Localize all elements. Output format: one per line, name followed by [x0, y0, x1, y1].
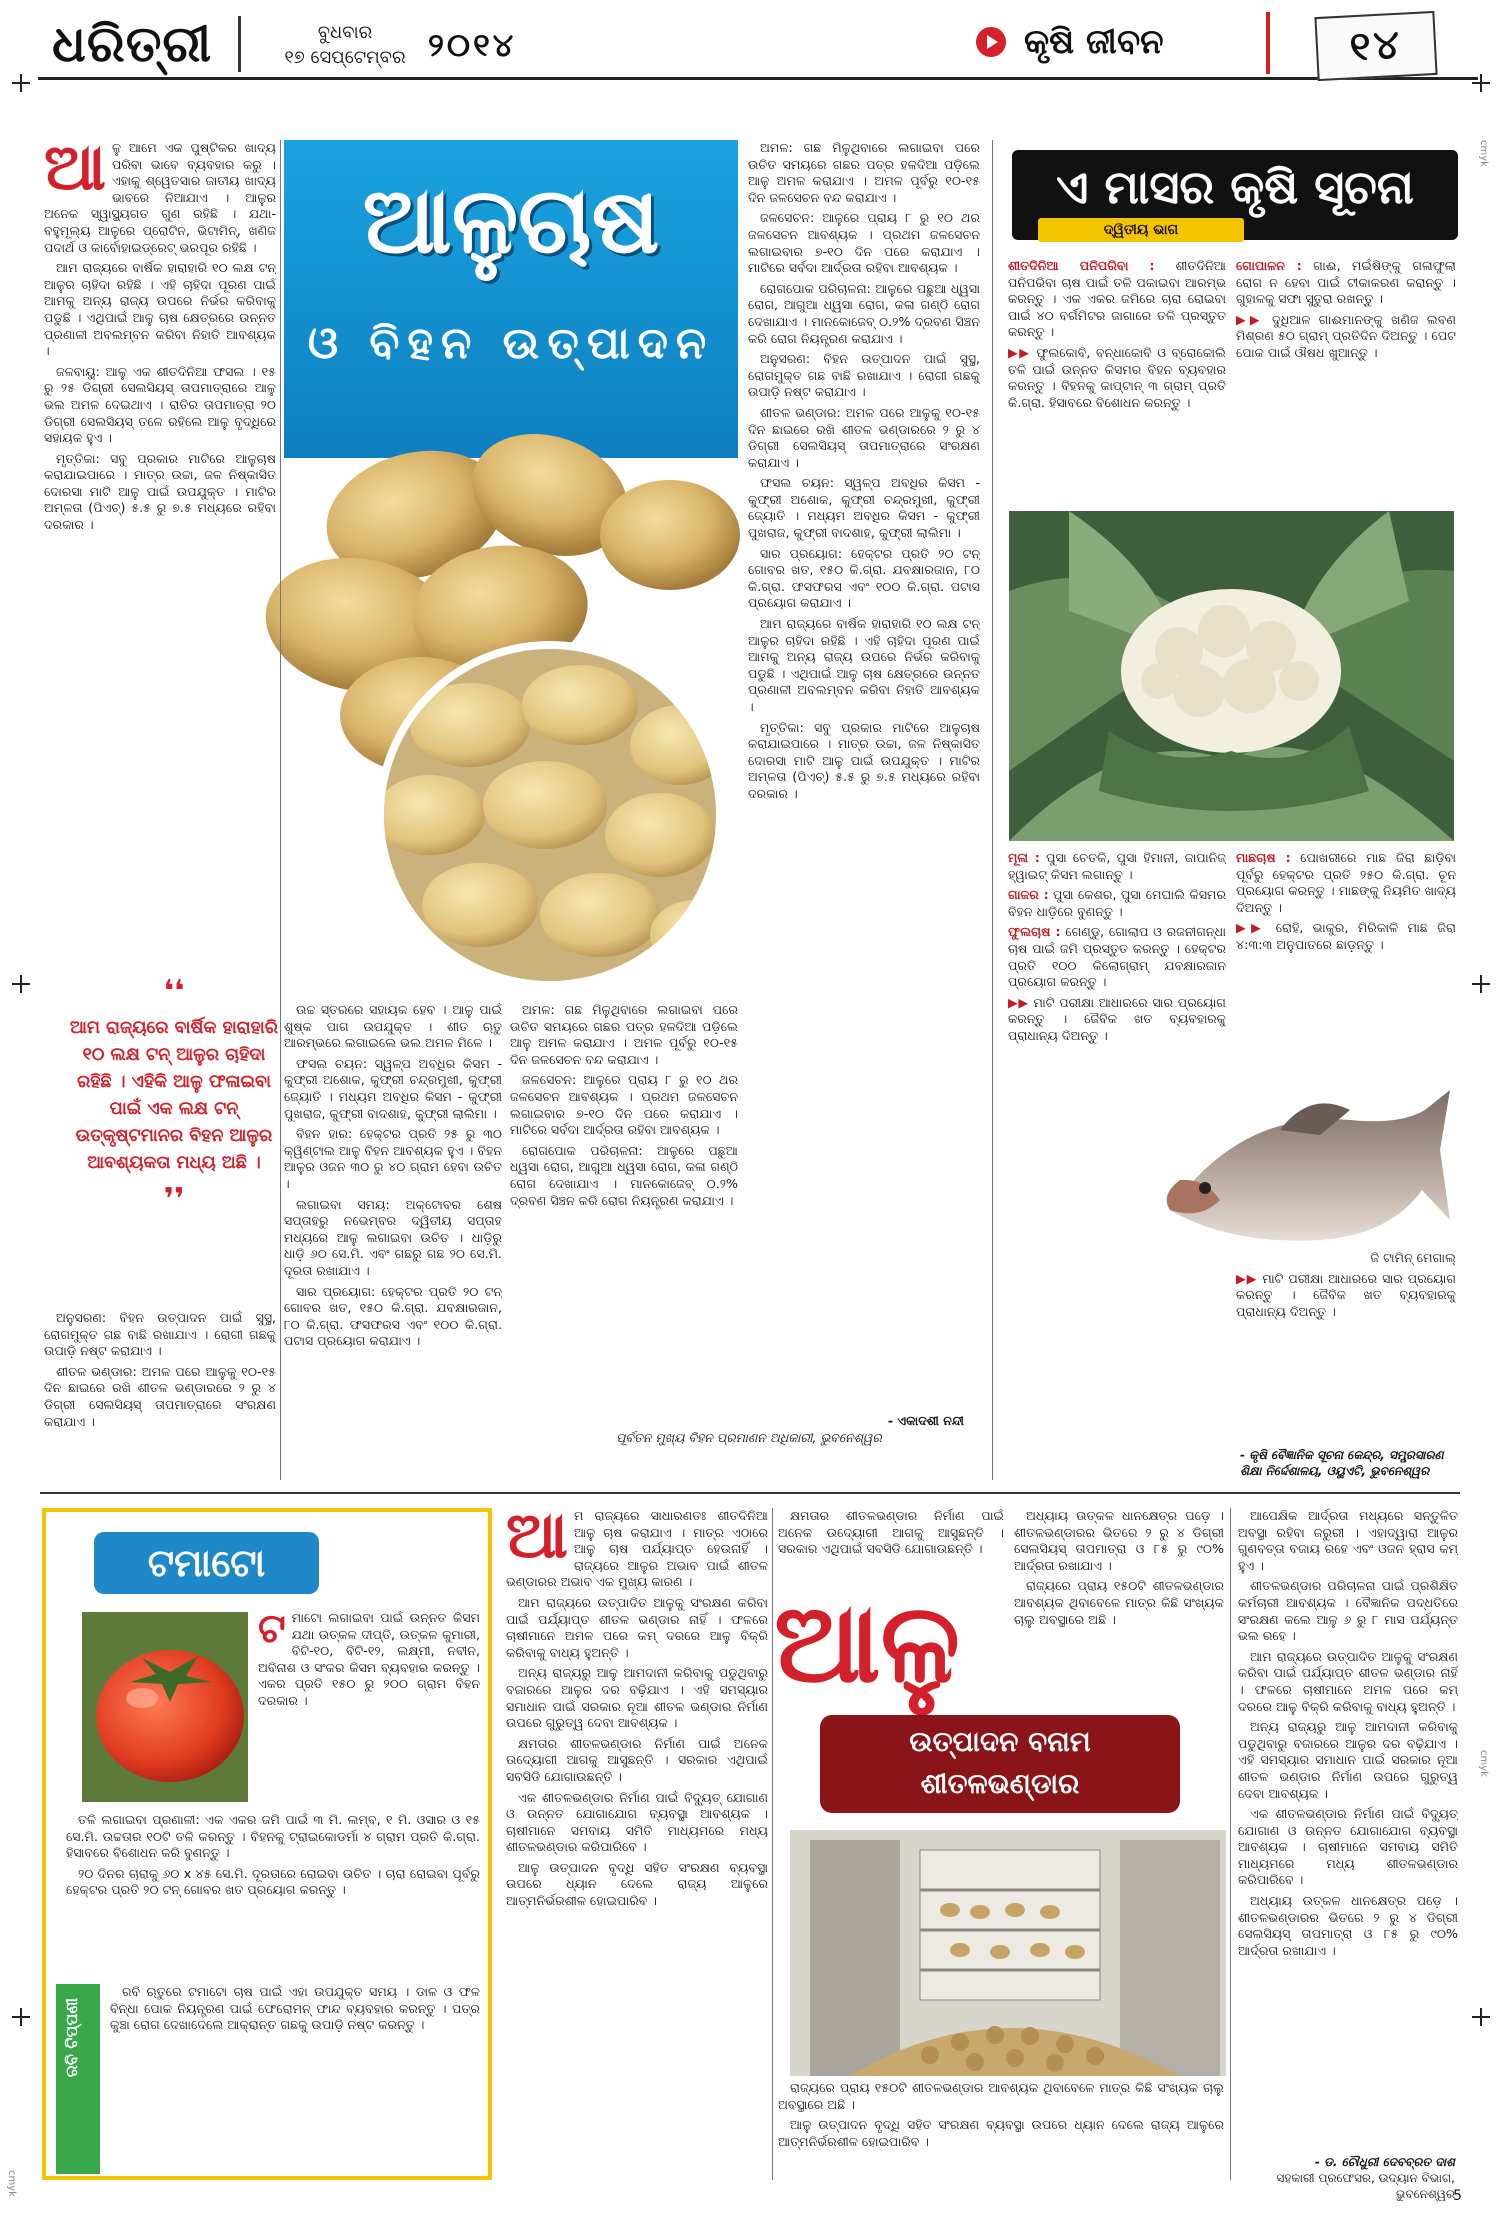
- paragraph: ୨୦ ଦିନର ଚାରାକୁ ୬୦ x ୪୫ ସେ.ମି. ଦୂରତାରେ ରୋଇବା ଉଚିତ । ଚାରା ରୋଇବା ପୂର୍ବରୁ ହେକ୍ଟର ପ୍ରତି ୨୦ ଟନ୍ ଗୋବର ଖତ ପ୍ରୟୋଗ କରନ୍ତୁ ।: [66, 1865, 480, 1898]
- registration-mark-icon: [12, 975, 30, 993]
- paragraph: ରବି ଋତୁରେ ଟମାଟୋ ଚାଷ ପାଇଁ ଏହା ଉପଯୁକ୍ତ ସମୟ । ଡାଳ ଓ ଫଳ ବିନ୍ଧା ପୋକ ନିୟନ୍ତ୍ରଣ ପାଇଁ ଫେରୋମନ୍ ଫାନ୍ଦ ବ୍ୟବହାର କରନ୍ତୁ । ପତ୍ର କୁଞ୍ଚା ରୋଗ ଦେଖାଦେଲେ ଆକ୍ରାନ୍ତ ଗଛକୁ ଉପାଡ଼ି ନଷ୍ଟ କରନ୍ତୁ ।: [110, 1984, 480, 2033]
- tomato-col2: [66, 1812, 480, 1977]
- tip-keyword: ଶୀତଦିନିଆ ପନିପରିବା :: [1008, 258, 1155, 273]
- paragraph: ସାର ପ୍ରୟୋଗ: ହେକ୍ଟର ପ୍ରତି ୨୦ ଟନ୍ ଗୋବର ଖତ, ୧୫୦ କି.ଗ୍ରା. ଯବକ୍ଷାରଜାନ, ୮୦ କି.ଗ୍ରା. ଫସଫରସ ଏବଂ ୧୦୦ କି.ଗ୍ରା. ପଟାସ ପ୍ରୟୋଗ କରାଯାଏ ।: [284, 1283, 502, 1349]
- tomato-photo: [82, 1612, 248, 1802]
- tips-col5: [1236, 1250, 1456, 1440]
- issue-year: ୨୦୧୪: [428, 26, 517, 64]
- folio-number: 5: [1453, 2188, 1462, 2204]
- tip-keyword: ▶▶: [1008, 344, 1031, 360]
- tips-title: ଏ ମାସର କୃଷି ସୂଚନା: [1056, 160, 1414, 214]
- storage-col1: [506, 1508, 768, 2180]
- paragraph: ଆମ ରାଜ୍ୟରେ ବାର୍ଷିକ ହାରାହାରି ୧୦ ଲକ୍ଷ ଟନ୍ ଆଳୁର ଚାହିଦା ରହିଛି । ଏହି ଚାହିଦା ପୂରଣ ପାଇଁ ଆମକୁ ଅନ୍ୟ ରାଜ୍ୟ ଉପରେ ନିର୍ଭର କରିବାକୁ ପଡୁଛି । ଏଥିପାଇଁ ଆଳୁ ଚାଷ କ୍ଷେତ୍ରରେ ଉନ୍ନତ ପ୍ରଣାଳୀ ଅବଲମ୍ବନ କରିବା ନିହାତି ଆବଶ୍ୟକ ।: [44, 260, 276, 359]
- page-number: ୧୪: [1348, 21, 1404, 71]
- paragraph: ଆଳୁ ଉତ୍ପାଦନ ବୃଦ୍ଧି ସହିତ ସଂରକ୍ଷଣ ବ୍ୟବସ୍ଥା ଉପରେ ଧ୍ୟାନ ଦେଲେ ରାଜ୍ୟ ଆଳୁରେ ଆତ୍ମନିର୍ଭରଶୀଳ ହୋଇପାରିବ ।: [778, 2117, 1224, 2149]
- paragraph: ଲଗାଇବା ସମୟ: ଅକ୍ଟୋବର ଶେଷ ସପ୍ତାହରୁ ନଭେମ୍ବର ଦ୍ୱିତୀୟ ସପ୍ତାହ ମଧ୍ୟରେ ଆଳୁ ଲଗାଇବା ଉଚିତ । ଧାଡ଼ିରୁ ଧାଡ଼ି ୬୦ ସେ.ମି. ଏବଂ ଗଛରୁ ଗଛ ୨୦ ସେ.ମି. ଦୂରତା ରଖାଯାଏ ।: [284, 1196, 502, 1278]
- column-rule: [280, 140, 281, 1480]
- cauliflower-photo: [1009, 511, 1454, 841]
- main-story-col1-lower: [44, 1310, 276, 1480]
- paragraph: ଏକ ଶୀତଳଭଣ୍ଡାର ନିର୍ମାଣ ପାଇଁ ବିଦ୍ୟୁତ୍ ଯୋଗାଣ ଓ ଉନ୍ନତ ଯୋଗାଯୋଗ ବ୍ୟବସ୍ଥା ଆବଶ୍ୟକ । ଚାଷୀମାନେ ସମବାୟ ସମିତି ମାଧ୍ୟମରେ ମଧ୍ୟ ଶୀତଳଭଣ୍ଡାର କରିପାରିବେ ।: [506, 1789, 768, 1855]
- storage-col2-top: [778, 1508, 1004, 1573]
- weekday: ବୁଧବାର: [317, 22, 373, 43]
- cold-storage-illustration: [790, 1830, 1226, 2076]
- dropcap: ଆ: [506, 1508, 568, 1573]
- tip-text: ଗେଣ୍ଡୁ, ଗୋଲାପ ଓ ରଜନୀଗନ୍ଧା ଚାଷ ପାଇଁ ଜମି ପ୍ରସ୍ତୁତ କରନ୍ତୁ । ହେକ୍ଟର ପ୍ରତି ୧୦୦ କିଲୋଗ୍ରାମ୍ ଯବକ୍ଷାରଜାନ ପ୍ରୟୋଗ କରନ୍ତୁ ।: [1008, 924, 1226, 990]
- fish-photo: [1150, 1070, 1455, 1270]
- paragraph: ଆମ ରାଜ୍ୟରେ ଉତ୍ପାଦିତ ଆଳୁକୁ ସଂରକ୍ଷଣ କରିବା ପାଇଁ ପର୍ଯ୍ୟାପ୍ତ ଶୀତଳ ଭଣ୍ଡାର ନାହିଁ । ଫଳରେ ଚାଷୀମାନେ ଅମଳ ପରେ କମ୍ ଦରରେ ଆଳୁ ବିକ୍ରି କରିବାକୁ ବାଧ୍ୟ ହୁଅନ୍ତି ।: [506, 1594, 768, 1660]
- main-story-col2: [284, 1002, 502, 1472]
- main-headline: ଆଳୁଚାଷ: [362, 166, 660, 274]
- page-number-box: [1314, 11, 1437, 81]
- section-divider: [1266, 12, 1270, 74]
- storage-col2-bottom: [778, 2080, 1224, 2180]
- paragraph: ଳୁ ଆମେ ଏକ ପୁଷ୍ଟିକର ଖାଦ୍ୟ ପରିବା ଭାବେ ବ୍ୟବହାର କରୁ । ଏହାକୁ ଶ୍ୱେତସାର ଜାତୀୟ ଖାଦ୍ୟ ଭାବରେ ନିଆଯାଏ । ଆଳୁର ଅନେକ ସ୍ୱାସ୍ଥ୍ୟଗତ ଗୁଣ ରହିଛି । ଯଥା- ବହୁମୂଲ୍ୟ ଆଳୁରେ ପ୍ରୋଟିନ, ଭିଟାମିନ୍, ଖଣିଜ ପଦାର୍ଥ ଓ କାର୍ବୋହାଇଡ୍ରେଟ୍ ଭରପୂର ରହିଛି ।: [44, 140, 276, 255]
- paragraph: ଶୀତଳ ଭଣ୍ଡାର: ଅମଳ ପରେ ଆଳୁକୁ ୧୦-୧୫ ଦିନ ଛାଇରେ ରଖି ଶୀତଳ ଭଣ୍ଡାରରେ ୨ ରୁ ୪ ଡିଗ୍ରୀ ସେଲସିୟସ୍ ତାପମାତ୍ରାରେ ସଂରକ୍ଷଣ କରାଯାଏ ।: [748, 404, 980, 470]
- storage-banner: [820, 1715, 1180, 1813]
- tip-text: ଫୁଲକୋବି, ବନ୍ଧାକୋବି ଓ ବ୍ରୋକୋଲି ତଳି ପାଇଁ ଉନ୍ନତ କିସମର ବିହନ ବ୍ୟବହାର କରନ୍ତୁ । ବିହନକୁ କାପ୍ଟାନ୍ ୩ ଗ୍ରାମ୍ ପ୍ରତି କି.ଗ୍ରା. ହିସାବରେ ବିଶୋଧନ କରନ୍ତୁ ।: [1008, 344, 1226, 410]
- tip-item: [1236, 258, 1456, 308]
- tips-credit: - କୃଷି ବୈଜ୍ଞାନିକ ସୂଚନା କେନ୍ଦ୍ର, ସମ୍ପ୍ରସାରଣ ଶିକ୍ଷା ନିର୍ଦ୍ଦେଶାଳୟ, ଓୟୁଏଟି, ଭୁବନେଶ୍ୱର: [1240, 1448, 1444, 1478]
- registration-mark-icon: [1472, 74, 1490, 92]
- paragraph: ମ ରାଜ୍ୟରେ ସାଧାରଣତଃ ଶୀତଦିନିଆ ଆଳୁ ଚାଷ କରାଯାଏ । ମାତ୍ର ଏଠାରେ ଆଳୁ ଚାଷ ପର୍ଯ୍ୟାପ୍ତ ହେଉନାହିଁ । ରାଜ୍ୟରେ ଆଳୁର ଅଭାବ ପାଇଁ ଶୀତଳ ଭଣ୍ଡାରର ଅଭାବ ଏକ ମୁଖ୍ୟ କାରଣ ।: [506, 1508, 768, 1590]
- paragraph: ଅମଳ: ଗଛ ମିଳୁଥିବାରେ ଲଗାଇବା ପରେ ଉଚିତ ସମୟରେ ଗଛର ପତ୍ର ହଳଦିଆ ପଡ଼ିଲେ ଆଳୁ ଅମଳ କରାଯାଏ । ଅମଳ ପୂର୍ବରୁ ୧୦-୧୫ ଦିନ ଜଳସେଚନ ବନ୍ଦ କରାଯାଏ ।: [748, 140, 980, 205]
- author-name: - ଏକାଦଶୀ ନନ୍ଦୀ: [887, 1413, 964, 1428]
- storage-banner-line2: ଶୀତଳଭଣ୍ଡାର: [920, 1767, 1080, 1800]
- quote-mark-icon: ❛❛: [163, 974, 185, 1009]
- paragraph: ରୋଗପୋକ ପରିଚାଳନା: ଆଳୁରେ ପଛୁଆ ଧ୍ୱସା ରୋଗ, ଆଗୁଆ ଧ୍ୱସା ରୋଗ, କଳା ଗଣ୍ଠି ରୋଗ ଦେଖାଯାଏ । ମାନକୋଜେବ୍ ୦.୨% ଦ୍ରବଣ ସିଞ୍ଚନ କରି ରୋଗ ନିୟନ୍ତ୍ରଣ କରାଯାଏ ।: [510, 1142, 738, 1208]
- tomato-heading: ଟମାଟୋ: [94, 1532, 319, 1594]
- pull-quote-text: ଆମ ରାଜ୍ୟରେ ବାର୍ଷିକ ହାରାହାରି ୧୦ ଲକ୍ଷ ଟନ୍ ଆଳୁର ଚାହିଦା ରହିଛି । ଏହିକି ଆଳୁ ଫଳାଇବା ପାଇଁ ଏକ ଲକ୍ଷ ଟନ୍ ଉତ୍କୃଷ୍ଟମାନର ବିହନ ଆଳୁର ଆବଶ୍ୟକତା ମଧ୍ୟ ଅଛି ।: [69, 1018, 279, 1173]
- paragraph: ତଳି ଲଗାଇବା ପ୍ରଣାଳୀ: ଏକ ଏକର ଜମି ପାଇଁ ୩ ମି. ଲମ୍ବ, ୧ ମି. ଓସାର ଓ ୧୫ ସେ.ମି. ଉଚ୍ଚତାର ୧୦ଟି ତଳି କରନ୍ତୁ । ବିହନକୁ ଟ୍ରାଇକୋଡର୍ମା ୪ ଗ୍ରାମ ପ୍ରତି କି.ଗ୍ରା. ହିସାବରେ ବିଶୋଧନ କରି ବୁଣନ୍ତୁ ।: [66, 1812, 480, 1861]
- tips-part-label: ଦ୍ୱିତୀୟ ଭାଗ: [1038, 218, 1244, 242]
- tip-item: [1236, 850, 1456, 916]
- tip-text: ପୁସା କେଶର, ପୁସା ମେଘାଲି କିସମର ବିହନ ଧାଡ଼ିରେ ବୁଣନ୍ତୁ ।: [1008, 887, 1226, 919]
- main-byline: [534, 1412, 964, 1446]
- paragraph: ରାଜ୍ୟରେ ପ୍ରାୟ ୧୫୦ଟି ଶୀତଳଭଣ୍ଡାର ଆବଶ୍ୟକ ଥିବାବେଳେ ମାତ୍ର କିଛି ସଂଖ୍ୟକ ଚାଲୁ ଅବସ୍ଥାରେ ଅଛି ।: [1014, 1578, 1224, 1627]
- paragraph: ରାଜ୍ୟରେ ପ୍ରାୟ ୧୫୦ଟି ଶୀତଳଭଣ୍ଡାର ଆବଶ୍ୟକ ଥିବାବେଳେ ମାତ୍ର କିଛି ସଂଖ୍ୟକ ଚାଲୁ ଅବସ୍ଥାରେ ଅଛି ।: [778, 2080, 1224, 2112]
- paragraph: ଅନ୍ୟ ରାଜ୍ୟରୁ ଆଳୁ ଆମଦାନୀ କରିବାକୁ ପଡୁଥିବାରୁ ବଜାରରେ ଆଳୁର ଦର ବଢ଼ିଯାଏ । ଏହି ସମସ୍ୟାର ସମାଧାନ ପାଇଁ ସରକାର ନୂଆ ଶୀତଳ ଭଣ୍ଡାର ନିର୍ମାଣ ଉପରେ ଗୁରୁତ୍ୱ ଦେବା ଆବଶ୍ୟକ ।: [506, 1665, 768, 1731]
- paragraph: ସାର ପ୍ରୟୋଗ: ହେକ୍ଟର ପ୍ରତି ୨୦ ଟନ୍ ଗୋବର ଖତ, ୧୫୦ କି.ଗ୍ରା. ଯବକ୍ଷାରଜାନ, ୮୦ କି.ଗ୍ରା. ଫସଫରସ ଏବଂ ୧୦୦ କି.ଗ୍ରା. ପଟାସ ପ୍ରୟୋଗ କରାଯାଏ ।: [748, 545, 980, 611]
- tip-text: ଦୁଧିଆଳ ଗାଈମାନଙ୍କୁ ଖଣିଜ ଲବଣ ମିଶ୍ରଣ ୫୦ ଗ୍ରାମ୍ ପ୍ରତିଦିନ ଦିଅନ୍ତୁ । ପେଟ ପୋକ ପାଇଁ ଔଷଧ ଖୁଆନ୍ତୁ ।: [1236, 311, 1456, 360]
- paragraph: ଜଳବାୟୁ: ଆଳୁ ଏକ ଶୀତଦିନିଆ ଫସଲ । ୧୫ ରୁ ୨୫ ଡିଗ୍ରୀ ସେଲସିୟସ୍ ତାପମାତ୍ରାରେ ଆଳୁ ଭଲ ଅମଳ ଦେଇଥାଏ । ରାତିର ତାପମାତ୍ରା ୨୦ ଡିଗ୍ରୀ ସେଲସିୟସ୍ ତଳେ ରହିଲେ ଆଳୁ ବୃଦ୍ଧିରେ ସହାୟକ ହୁଏ ।: [44, 363, 276, 446]
- rabi-label-text: ରବି ଟିପ୍ପଣୀ: [62, 1998, 81, 2078]
- tip-keyword: ମୂଳା :: [1008, 850, 1040, 865]
- main-story-col3: [510, 1002, 738, 1472]
- tip-text: ପୋଖରୀରେ ମାଛ ଜିରା ଛାଡ଼ିବା ପୂର୍ବରୁ ହେକ୍ଟର ପ୍ରତି ୨୫୦ କି.ଗ୍ରା. ଚୂନ ପ୍ରୟୋଗ କରନ୍ତୁ । ମାଛଙ୍କୁ ନିୟମିତ ଖାଦ୍ୟ ଦିଅନ୍ତୁ ।: [1236, 850, 1456, 915]
- tomato-col3: [110, 1984, 480, 2169]
- author-role: ପୂର୍ବତନ ମୁଖ୍ୟ ବିହନ ପ୍ରମାଣନ ଅଧିକାରୀ, ଭୁବନେଶ୍ୱର: [616, 1430, 882, 1445]
- tip-item: [1236, 312, 1456, 362]
- tip-item: [1008, 850, 1226, 883]
- paragraph: ଶୀତଳ ଭଣ୍ଡାର: ଅମଳ ପରେ ଆଳୁକୁ ୧୦-୧୫ ଦିନ ଛାଇରେ ରଖି ଶୀତଳ ଭଣ୍ଡାରରେ ୨ ରୁ ୪ ଡିଗ୍ରୀ ସେଲସିୟସ୍ ତାପମାତ୍ରାରେ ସଂରକ୍ଷଣ କରାଯାଏ ।: [44, 1363, 276, 1429]
- column-rule: [992, 140, 993, 1480]
- tip-item: [1236, 920, 1456, 953]
- tip-keyword: ଗାଜର :: [1008, 887, 1049, 903]
- potato-photo: [250, 395, 770, 995]
- paragraph: ଅନୁସରଣ: ବିହନ ଉତ୍ପାଦନ ପାଇଁ ସୁସ୍ଥ, ରୋଗମୁକ୍ତ ଗଛ ବାଛି ରଖାଯାଏ । ରୋଗୀ ଗଛକୁ ଉପାଡ଼ି ନଷ୍ଟ କରାଯାଏ ।: [748, 351, 980, 400]
- tips-col1: [1008, 258, 1226, 503]
- storage-byline: [1240, 2154, 1455, 2202]
- masthead: [38, 8, 1478, 80]
- storage-banner-line1: ଉତ୍ପାଦନ ବନାମ: [909, 1725, 1091, 1758]
- storage-headline: ଆଳୁ: [774, 1578, 960, 1707]
- paragraph: ଫସଲ ଚୟନ: ସ୍ୱଳ୍ପ ଅବଧିର କିସମ - କୁଫ୍ରୀ ଅଶୋକ, କୁଫ୍ରୀ ଚନ୍ଦ୍ରମୁଖୀ, କୁଫ୍ରୀ ଜ୍ୟୋତି । ମଧ୍ୟମ ଅବଧିର କିସମ - କୁଫ୍ରୀ ପୁଖରାଜ, କୁଫ୍ରୀ ବାଦଶାହ, କୁଫ୍ରୀ ଲାଲିମା ।: [748, 475, 980, 541]
- paragraph: ମାଟୋ ଲଗାଇବା ପାଇଁ ଉନ୍ନତ କିସମ ଯଥା ଉତ୍କଳ ଦୀପ୍ତି, ଉତ୍କଳ କୁମାରୀ, ବିଟି-୧୦, ବିଟି-୧୨, ଲକ୍ଷ୍ମୀ, ନବୀନ, ଅବିନାଶ ଓ ସଂକର କିସମ ବ୍ୟବହାର କରନ୍ତୁ । ଏକର ପ୍ରତି ୧୫୦ ରୁ ୨୦୦ ଗ୍ରାମ ବିହନ ଦରକାର ।: [258, 1610, 480, 1708]
- tip-item: [1008, 924, 1226, 990]
- paragraph: ଶୀତଳଭଣ୍ଡାର ପରିଚାଳନା ପାଇଁ ପ୍ରଶିକ୍ଷିତ କର୍ମଚାରୀ ଆବଶ୍ୟକ । ବୈଜ୍ଞାନିକ ପଦ୍ଧତିରେ ସଂରକ୍ଷଣ କଲେ ଆଳୁ ୬ ରୁ ୮ ମାସ ପର୍ଯ୍ୟନ୍ତ ଭଲ ରହେ ।: [1238, 1578, 1458, 1644]
- registration-mark-icon: [12, 74, 30, 92]
- tomato-col1: [258, 1610, 480, 1806]
- tip-keyword: ମାଛଚାଷ :: [1236, 850, 1291, 865]
- paper-name: ଧରିତ୍ରୀ: [52, 14, 213, 73]
- main-story-col1: [44, 140, 276, 970]
- issue-date: [270, 20, 420, 70]
- paragraph: ଏକ ଶୀତଳଭଣ୍ଡାର ନିର୍ମାଣ ପାଇଁ ବିଦ୍ୟୁତ୍ ଯୋଗାଣ ଓ ଉନ୍ନତ ଯୋଗାଯୋଗ ବ୍ୟବସ୍ଥା ଆବଶ୍ୟକ । ଚାଷୀମାନେ ସମବାୟ ସମିତି ମାଧ୍ୟମରେ ମଧ୍ୟ ଶୀତଳଭଣ୍ଡାର କରିପାରିବେ ।: [1238, 1806, 1458, 1888]
- quote-mark-icon: ❜❜: [163, 1182, 185, 1217]
- pull-quote: [64, 975, 284, 1217]
- tip-keyword: ଗୋପାଳନ :: [1236, 258, 1302, 273]
- tip-text: ପୁସା ଚେତକି, ପୁସା ହିମାନୀ, ଜାପାନିଜ୍ ହ୍ୱାଇଟ୍ କିସମ ଲଗାନ୍ତୁ ।: [1008, 850, 1226, 882]
- tip-keyword: ▶▶: [1236, 920, 1267, 936]
- cmyk-tag: cmyk: [1478, 140, 1489, 167]
- cauliflower-illustration: [1009, 511, 1454, 841]
- tip-keyword: ▶▶: [1236, 1270, 1258, 1286]
- paragraph: ଅନୁସରଣ: ବିହନ ଉତ୍ପାଦନ ପାଇଁ ସୁସ୍ଥ, ରୋଗମୁକ୍ତ ଗଛ ବାଛି ରଖାଯାଏ । ରୋଗୀ ଗଛକୁ ଉପାଡ଼ି ନଷ୍ଟ କରାଯାଏ ।: [44, 1310, 276, 1359]
- tip-text: ମାଟି ପରୀକ୍ଷା ଆଧାରରେ ସାର ପ୍ରୟୋଗ କରନ୍ତୁ । ଜୈବିକ ଖତ ବ୍ୟବହାରକୁ ପ୍ରାଧାନ୍ୟ ଦିଅନ୍ତୁ ।: [1008, 994, 1226, 1043]
- paragraph: ମୃତ୍ତିକା: ସବୁ ପ୍ରକାର ମାଟିରେ ଆଳୁଚାଷ କରାଯାଇପାରେ । ମାତ୍ର ଉଚ୍ଚା, ଜଳ ନିଷ୍କାସିତ ଦୋରସା ମାଟି ଆଳୁ ପାଇଁ ଉପଯୁକ୍ତ । ମାଟିର ଅମ୍ଳତା (ପିଏଚ୍) ୫.୫ ରୁ ୭.୫ ମଧ୍ୟରେ ରହିବା ଦରକାର ।: [44, 450, 276, 533]
- paragraph: ଆପେକ୍ଷିକ ଆର୍ଦ୍ରତା ମଧ୍ୟରେ ସନ୍ତୁଳିତ ଅବସ୍ଥା ରହିବା ଜରୁରୀ । ଏହାଦ୍ୱାରା ଆଳୁର ଗୁଣବତ୍ତା ବଜାୟ ରହେ ଏବଂ ଓଜନ ହ୍ରାସ କମ୍ ହୁଏ ।: [1238, 1508, 1458, 1573]
- rabi-label: [56, 1984, 100, 2174]
- registration-mark-icon: [12, 2008, 30, 2026]
- tip-item: [1008, 345, 1226, 411]
- paragraph: ଉଚ୍ଚ ସ୍ତରରେ ସହାୟକ ହେବ । ଆଳୁ ପାଇଁ ଶୁଷ୍କ ପାଗ ଉପଯୁକ୍ତ । ଶୀତ ଋତୁ ଆରମ୍ଭରେ ଲଗାଇଲେ ଭଲ ଅମଳ ମିଳେ ।: [284, 1002, 502, 1051]
- column-rule: [1230, 1508, 1231, 2180]
- storage-col4: [1238, 1508, 1458, 2148]
- tip-item: [1008, 995, 1226, 1045]
- dropcap: ଟ: [258, 1610, 286, 1652]
- potato-illustration: [250, 395, 770, 995]
- paragraph: ବିହନ ହାର: ହେକ୍ଟର ପ୍ରତି ୨୫ ରୁ ୩୦ କ୍ୱିଣ୍ଟାଲ ଆଳୁ ବିହନ ଆବଶ୍ୟକ ହୁଏ । ବିହନ ଆଳୁର ଓଜନ ୩୦ ରୁ ୪୦ ଗ୍ରାମ ହେବା ଉଚିତ ।: [284, 1126, 502, 1191]
- tip-text: ରୋହି, ଭାକୁର, ମିରିକାଳି ମାଛ ଜିରା ୪:୩:୩ ଅନୁପାତରେ ଛାଡ଼ନ୍ତୁ ।: [1236, 920, 1456, 952]
- paragraph: ଅମଳ: ଗଛ ମିଳୁଥିବାରେ ଲଗାଇବା ପରେ ଉଚିତ ସମୟରେ ଗଛର ପତ୍ର ହଳଦିଆ ପଡ଼ିଲେ ଆଳୁ ଅମଳ କରାଯାଏ । ଅମଳ ପୂର୍ବରୁ ୧୦-୧୫ ଦିନ ଜଳସେଚନ ବନ୍ଦ କରାଯାଏ ।: [510, 1002, 738, 1067]
- tip-item: [1236, 1271, 1456, 1321]
- paragraph: କ୍ଷମତାର ଶୀତଳଭଣ୍ଡାର ନିର୍ମାଣ ପାଇଁ ଅନେକ ଉଦ୍ୟୋଗୀ ଆଗକୁ ଆସୁଛନ୍ତି । ସରକାର ଏଥିପାଇଁ ସବସିଡି ଯୋଗାଉଛନ୍ତି ।: [506, 1735, 768, 1784]
- paragraph: ଫସଲ ଚୟନ: ସ୍ୱଳ୍ପ ଅବଧିର କିସମ - କୁଫ୍ରୀ ଅଶୋକ, କୁଫ୍ରୀ ଚନ୍ଦ୍ରମୁଖୀ, କୁଫ୍ରୀ ଜ୍ୟୋତି । ମଧ୍ୟମ ଅବଧିର କିସମ - କୁଫ୍ରୀ ପୁଖରାଜ, କୁଫ୍ରୀ ବାଦଶାହ, କୁଫ୍ରୀ ଲାଲିମା ।: [284, 1055, 502, 1121]
- dropcap: ଆ: [44, 140, 106, 205]
- paragraph: ଆମ ରାଜ୍ୟରେ ବାର୍ଷିକ ହାରାହାରି ୧୦ ଲକ୍ଷ ଟନ୍ ଆଳୁର ଚାହିଦା ରହିଛି । ଏହି ଚାହିଦା ପୂରଣ ପାଇଁ ଆମକୁ ଅନ୍ୟ ରାଜ୍ୟ ଉପରେ ନିର୍ଭର କରିବାକୁ ପଡୁଛି । ଏଥିପାଇଁ ଆଳୁ ଚାଷ କ୍ଷେତ୍ରରେ ଉନ୍ନତ ପ୍ରଣାଳୀ ଅବଲମ୍ବନ କରିବା ନିହାତି ଆବଶ୍ୟକ ।: [748, 616, 980, 714]
- main-story-col4: [748, 140, 980, 1405]
- tip-keyword: ▶▶: [1008, 994, 1029, 1010]
- section-name: କୃଷି ଜୀବନ: [1024, 22, 1164, 62]
- cmyk-tag: cmyk: [6, 2170, 17, 2197]
- main-subheadline: ଓ ବିହନ ଉତ୍ପାଦନ: [307, 318, 715, 369]
- paragraph: ଅଧ୍ୟାୟ ଉତ୍କଳ ଧାନକ୍ଷେତ୍ର ପଡ଼େ । ଶୀତଳଭଣ୍ଡାରର ଭିତରେ ୨ ରୁ ୪ ଡିଗ୍ରୀ ସେଲସିୟସ୍ ତାପମାତ୍ରା ଓ ୮୫ ରୁ ୯୦% ଆର୍ଦ୍ରତା ରଖାଯାଏ ।: [1238, 1893, 1458, 1958]
- date: ୧୭ ସେପ୍ଟେମ୍ବର: [284, 47, 406, 68]
- cold-storage-photo: [790, 1830, 1226, 2076]
- fish-caption: ଜି ଟାମିନ୍ ମେଗାଲ୍: [1370, 1250, 1456, 1265]
- tip-item: [1008, 258, 1226, 341]
- tip-text: ମାଟି ପରୀକ୍ଷା ଆଧାରରେ ସାର ପ୍ରୟୋଗ କରନ୍ତୁ । ଜୈବିକ ଖତ ବ୍ୟବହାରକୁ ପ୍ରାଧାନ୍ୟ ଦିଅନ୍ତୁ ।: [1236, 1270, 1456, 1319]
- author-role: ସହକାରୀ ପ୍ରଫେସର, ଉଦ୍ୟାନ ବିଭାଗ, ଭୁବନେଶ୍ୱର: [1276, 2171, 1455, 2201]
- tip-text: ଶୀତଦିନିଆ ପନିପରିବା ଚାଷ ପାଇଁ ତଳି ପକାଇବା ଆରମ୍ଭ କରନ୍ତୁ । ଏକ ଏକର ଜମିରେ ଚାରା ରୋଇବା ପାଇଁ ୪୦ ବର୍ଗମିଟର ଜାଗାରେ ତଳି ପ୍ରସ୍ତୁତ କରନ୍ତୁ ।: [1008, 258, 1226, 340]
- paragraph: ଜଳସେଚନ: ଆଳୁରେ ପ୍ରାୟ ୮ ରୁ ୧୦ ଥର ଜଳସେଚନ ଆବଶ୍ୟକ । ପ୍ରଥମ ଜଳସେଚନ ଲଗାଇବାର ୭-୧୦ ଦିନ ପରେ କରାଯାଏ । ମାଟିରେ ସର୍ବଦା ଆର୍ଦ୍ରତା ରହିବା ଆବଶ୍ୟକ ।: [748, 210, 980, 276]
- play-circle-icon: [976, 27, 1006, 57]
- section-label: [976, 22, 1164, 62]
- tips-col4: [1236, 850, 1456, 1065]
- tip-item: [1008, 887, 1226, 920]
- author-name: - ଡ. ଚୌଧୁରୀ ଦେବବ୍ରତ ଦାଶ: [1314, 2155, 1455, 2169]
- cmyk-tag: cmyk: [1478, 1750, 1489, 1777]
- fish-illustration: [1150, 1070, 1455, 1270]
- storage-col3-top: [1014, 1508, 1224, 1708]
- paragraph: କ୍ଷମତାର ଶୀତଳଭଣ୍ଡାର ନିର୍ମାଣ ପାଇଁ ଅନେକ ଉଦ୍ୟୋଗୀ ଆଗକୁ ଆସୁଛନ୍ତି । ସରକାର ଏଥିପାଇଁ ସବସିଡି ଯୋଗାଉଛନ୍ତି ।: [778, 1508, 1004, 1557]
- paragraph: ରୋଗପୋକ ପରିଚାଳନା: ଆଳୁରେ ପଛୁଆ ଧ୍ୱସା ରୋଗ, ଆଗୁଆ ଧ୍ୱସା ରୋଗ, କଳା ଗଣ୍ଠି ରୋଗ ଦେଖାଯାଏ । ମାନକୋଜେବ୍ ୦.୨% ଦ୍ରବଣ ସିଞ୍ଚନ କରି ରୋଗ ନିୟନ୍ତ୍ରଣ କରାଯାଏ ।: [748, 280, 980, 346]
- tip-keyword: ▶▶: [1236, 311, 1264, 327]
- tomato-illustration: [82, 1612, 248, 1802]
- paragraph: ଅନ୍ୟ ରାଜ୍ୟରୁ ଆଳୁ ଆମଦାନୀ କରିବାକୁ ପଡୁଥିବାରୁ ବଜାରରେ ଆଳୁର ଦର ବଢ଼ିଯାଏ । ଏହି ସମସ୍ୟାର ସମାଧାନ ପାଇଁ ସରକାର ନୂଆ ଶୀତଳ ଭଣ୍ଡାର ନିର୍ମାଣ ଉପରେ ଗୁରୁତ୍ୱ ଦେବା ଆବଶ୍ୟକ ।: [1238, 1719, 1458, 1801]
- tip-keyword: ଫୁଲଚାଷ :: [1008, 924, 1061, 940]
- registration-mark-icon: [1472, 2008, 1490, 2026]
- paragraph: ଆମ ରାଜ୍ୟରେ ଉତ୍ପାଦିତ ଆଳୁକୁ ସଂରକ୍ଷଣ କରିବା ପାଇଁ ପର୍ଯ୍ୟାପ୍ତ ଶୀତଳ ଭଣ୍ଡାର ନାହିଁ । ଫଳରେ ଚାଷୀମାନେ ଅମଳ ପରେ କମ୍ ଦରରେ ଆଳୁ ବିକ୍ରି କରିବାକୁ ବାଧ୍ୟ ହୁଅନ୍ତି ।: [1238, 1648, 1458, 1714]
- column-rule: [772, 1508, 773, 2180]
- paragraph: ଆଳୁ ଉତ୍ପାଦନ ବୃଦ୍ଧି ସହିତ ସଂରକ୍ଷଣ ବ୍ୟବସ୍ଥା ଉପରେ ଧ୍ୟାନ ଦେଲେ ରାଜ୍ୟ ଆଳୁରେ ଆତ୍ମନିର୍ଭରଶୀଳ ହୋଇପାରିବ ।: [506, 1859, 768, 1909]
- section-rule: [40, 1492, 1460, 1494]
- masthead-divider: [238, 16, 241, 72]
- paragraph: ମୃତ୍ତିକା: ସବୁ ପ୍ରକାର ମାଟିରେ ଆଳୁଚାଷ କରାଯାଇପାରେ । ମାତ୍ର ଉଚ୍ଚା, ଜଳ ନିଷ୍କାସିତ ଦୋରସା ମାଟି ଆଳୁ ପାଇଁ ଉପଯୁକ୍ତ । ମାଟିର ଅମ୍ଳତା (ପିଏଚ୍) ୫.୫ ରୁ ୭.୫ ମଧ୍ୟରେ ରହିବା ଦରକାର ।: [748, 719, 980, 801]
- tip-text: ଗାଈ, ମଇଁଷିଙ୍କୁ ଗଳାଫୁଲା ରୋଗ ନ ହେବା ପାଇଁ ଟୀକାକରଣ କରାନ୍ତୁ । ଗୁହାଳକୁ ସଫା ସୁତୁରା ରଖନ୍ତୁ ।: [1236, 258, 1456, 307]
- tomato-box: [42, 1508, 492, 2180]
- registration-mark-icon: [1472, 975, 1490, 993]
- tips-col2: [1236, 258, 1456, 503]
- paragraph: ଜଳସେଚନ: ଆଳୁରେ ପ୍ରାୟ ୮ ରୁ ୧୦ ଥର ଜଳସେଚନ ଆବଶ୍ୟକ । ପ୍ରଥମ ଜଳସେଚନ ଲଗାଇବାର ୭-୧୦ ଦିନ ପରେ କରାଯାଏ । ମାଟିରେ ସର୍ବଦା ଆର୍ଦ୍ରତା ରହିବା ଆବଶ୍ୟକ ।: [510, 1072, 738, 1138]
- paragraph: ଅଧ୍ୟାୟ ଉତ୍କଳ ଧାନକ୍ଷେତ୍ର ପଡ଼େ । ଶୀତଳଭଣ୍ଡାରର ଭିତରେ ୨ ରୁ ୪ ଡିଗ୍ରୀ ସେଲସିୟସ୍ ତାପମାତ୍ରା ଓ ୮୫ ରୁ ୯୦% ଆର୍ଦ୍ରତା ରଖାଯାଏ ।: [1014, 1508, 1224, 1573]
